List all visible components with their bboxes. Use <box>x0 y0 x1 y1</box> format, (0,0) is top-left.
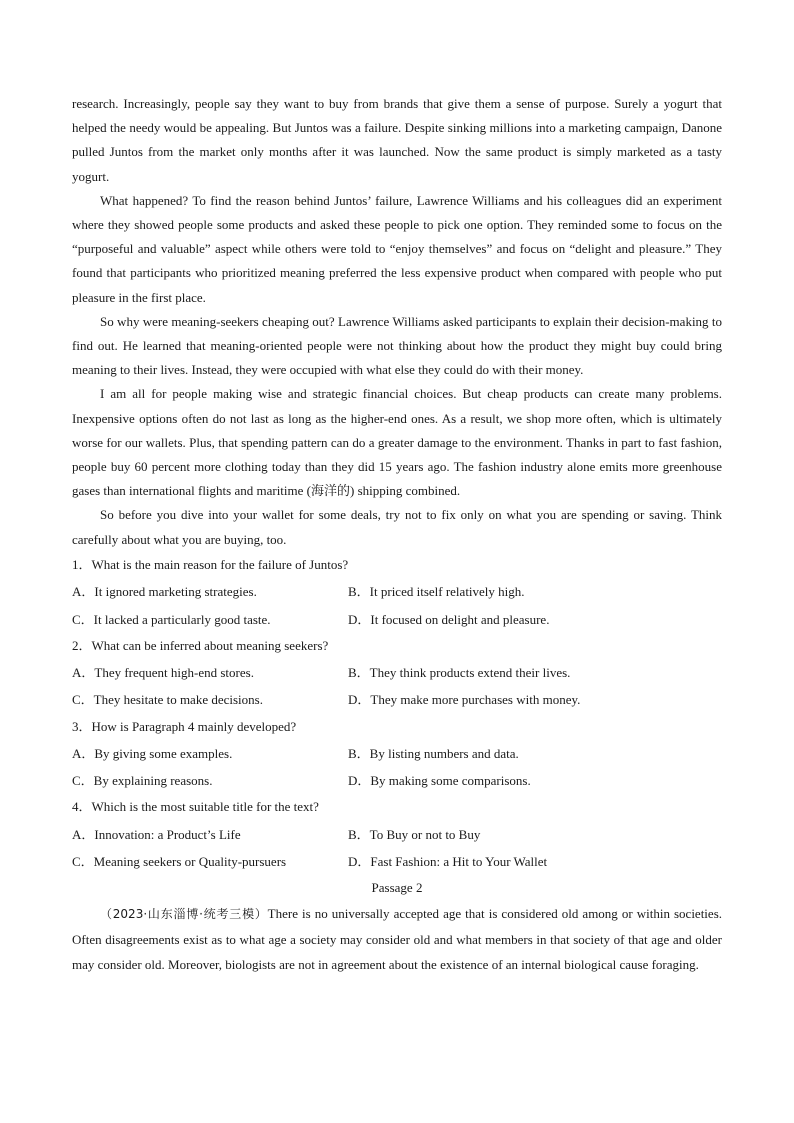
option-row <box>72 767 722 794</box>
passage-2-paragraph <box>72 901 722 977</box>
question-stem: 4．Which is the most suitable title for the text? <box>72 799 319 815</box>
option-row <box>72 659 722 686</box>
paragraph-4: I am all for people making wise and strategic financial choices. But cheap products can create many problems. Inexpensive options often do not last as long as the higher-end ones. As a result, we shop more often, which is ultimately worse for our wallets. Plus, that spending pattern can do a greater damage to the environment. Thanks in part to fast fashion, people buy 60 percent more clothing today than they did 15 years ago. The fashion industry alone emits more greenhouse gases than international flights and maritime (海洋的) shipping combined. <box>72 386 722 499</box>
paragraph-2: What happened? To find the reason behind Juntos’ failure, Lawrence Williams and his colleagues did an experiment where they showed people some products and asked these people to pick one option. They reminded some to focus on the “purposeful and valuable” aspect while others were told to “enjoy themselves” and focus on “delight and pleasure.” They found that participants who prioritized meaning preferred the less expensive product when compared with people who put pleasure in the first place. <box>72 192 722 305</box>
option-b: B．It priced itself relatively high. <box>348 584 525 600</box>
option-a: A．Innovation: a Product’s Life <box>72 826 241 842</box>
question-4 <box>72 794 722 875</box>
passage-2-title: Passage 2 <box>371 880 423 896</box>
option-a: A．By giving some examples. <box>72 746 233 762</box>
option-a: A．It ignored marketing strategies. <box>72 584 257 600</box>
passage-1-body <box>72 92 722 552</box>
option-row <box>72 848 722 875</box>
option-row <box>72 578 722 605</box>
option-c: C．It lacked a particularly good taste. <box>72 611 271 627</box>
option-b: B．By listing numbers and data. <box>348 746 519 762</box>
question-list <box>72 552 722 876</box>
paragraph-1: research. Increasingly, people say they want to buy from brands that give them a sense of purpose. Surely a yogurt that helped the needy would be appealing. But Juntos was a failure. Despite sinking millions into a marketing campaign, Danone pulled Juntos from the market only months after it was launched. Now the same product is simply marketed as a tasty yogurt. <box>72 96 722 184</box>
option-row <box>72 821 722 848</box>
option-a: A．They frequent high-end stores. <box>72 665 254 681</box>
option-b: B．They think products extend their lives. <box>348 665 571 681</box>
option-b: B．To Buy or not to Buy <box>348 826 481 842</box>
question-stem: 2．What can be inferred about meaning seekers? <box>72 637 329 653</box>
option-c: C．They hesitate to make decisions. <box>72 692 263 708</box>
question-1 <box>72 552 722 633</box>
question-stem: 1．What is the main reason for the failure of Juntos? <box>72 556 349 572</box>
option-d: D．By making some comparisons. <box>348 773 531 789</box>
question-2 <box>72 633 722 714</box>
paragraph-5: So before you dive into your wallet for some deals, try not to fix only on what you are spending or saving. Think carefully about what you are buying, too. <box>72 507 722 547</box>
paragraph-3: So why were meaning-seekers cheaping out? Lawrence Williams asked participants to explain their decision-making to find out. He learned that meaning-oriented people were not thinking about how the product they might buy could bring meaning to their lives. Instead, they were occupied with what else they could do with their money. <box>72 313 722 378</box>
passage-2-source: （2023·山东淄博·统考三模） <box>100 907 268 922</box>
document-content <box>72 92 722 977</box>
option-row <box>72 740 722 767</box>
option-d: D．It focused on delight and pleasure. <box>348 611 550 627</box>
passage-2 <box>72 875 722 977</box>
passage-2-text: There is no universally accepted age that is considered old among or within societies. Often disagreements exist as to what age a society may consider old and what members in that society of that age and older may consider old. Moreover, biologists are not in agreement about the existence of an internal biological cause foraging. <box>72 906 722 973</box>
question-3 <box>72 714 722 795</box>
option-row <box>72 686 722 713</box>
option-d: D．They make more purchases with money. <box>348 692 581 708</box>
option-c: C．By explaining reasons. <box>72 773 213 789</box>
option-c: C．Meaning seekers or Quality-pursuers <box>72 854 287 870</box>
option-row <box>72 606 722 633</box>
question-stem: 3．How is Paragraph 4 mainly developed? <box>72 718 297 734</box>
option-d: D．Fast Fashion: a Hit to Your Wallet <box>348 854 548 870</box>
